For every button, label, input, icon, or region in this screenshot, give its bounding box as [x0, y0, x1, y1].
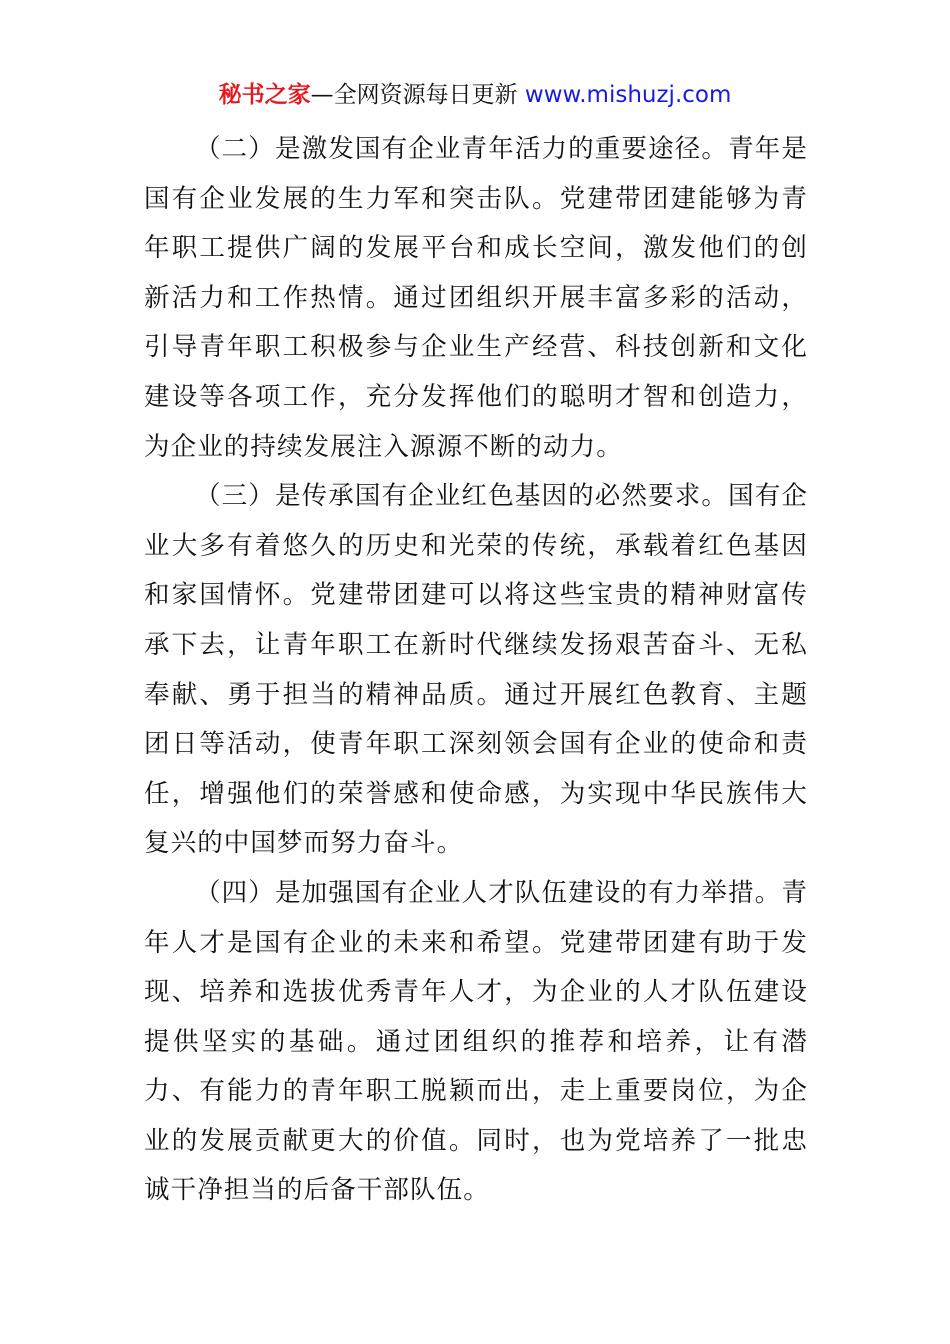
brand-name: 秘书之家: [218, 82, 311, 108]
document-body: [144, 125, 808, 1216]
paragraph-four: （四）是加强国有企业人才队伍建设的有力举措。青年人才是国有企业的未来和希望。党建带团建有助于发现、培养和选拔优秀青年人才，为企业的人才队伍建设提供坚实的基础。通过团组织的推荐和培养，让有潜力、有能力的青年职工脱颖而出，走上重要岗位，为企业的发展贡献更大的价值。同时，也为党培养了一批忠诚干净担当的后备干部队伍。: [144, 877, 808, 1206]
paragraph-three: （三）是传承国有企业红色基因的必然要求。国有企业大多有着悠久的历史和光荣的传统，承载着红色基因和家国情怀。党建带团建可以将这些宝贵的精神财富传承下去，让青年职工在新时代继续发扬艰苦奋斗、无私奉献、勇于担当的精神品质。通过开展红色教育、主题团日等活动，使青年职工深刻领会国有企业的使命和责任，增强他们的荣誉感和使命感，为实现中华民族伟大复兴的中国梦而努力奋斗。: [144, 481, 808, 859]
site-url-link[interactable]: www.mishuzj.com: [524, 82, 732, 108]
paragraph-two: （二）是激发国有企业青年活力的重要途径。青年是国有企业发展的生力军和突击队。党建带团建能够为青年职工提供广阔的发展平台和成长空间，激发他们的创新活力和工作热情。通过团组织开展丰富多彩的活动，引导青年职工积极参与企业生产经营、科技创新和文化建设等各项工作，充分发挥他们的聪明才智和创造力，为企业的持续发展注入源源不断的动力。: [144, 134, 808, 462]
header-tagline: —全网资源每日更新: [310, 82, 518, 108]
page-header: [0, 78, 950, 112]
